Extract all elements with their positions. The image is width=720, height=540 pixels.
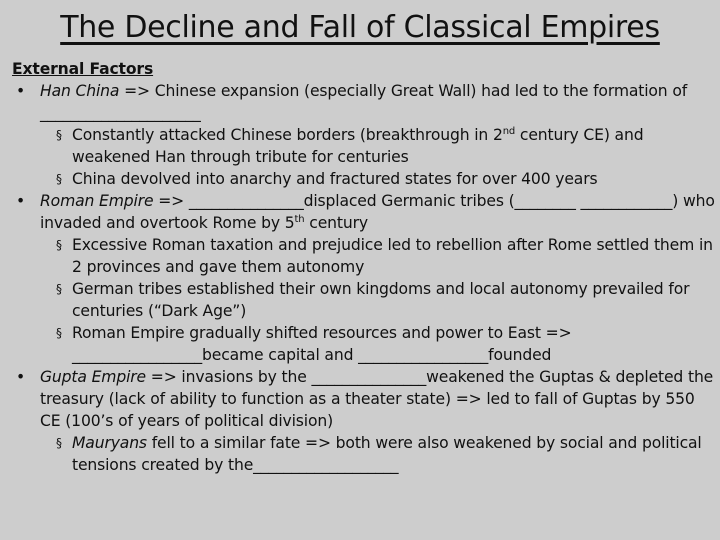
gupta-empire-item xyxy=(12,366,716,432)
slide-content xyxy=(12,58,716,476)
bullet-icon: • xyxy=(16,82,26,100)
mauryans-label: Mauryans xyxy=(72,434,147,452)
square-bullet-icon: § xyxy=(56,128,62,142)
page-title: The Decline and Fall of Classical Empires xyxy=(60,10,660,45)
han-china-label: Han China xyxy=(40,82,120,100)
rome-sub-text: German tribes established their own kingdoms and local autonomy prevailed for centuries (“Dark Age”) xyxy=(72,280,690,320)
rome-sub-item xyxy=(12,234,716,278)
roman-empire-text: _______________displaced Germanic tribes (________ ____________) who invaded and overtook Rome by 5 xyxy=(40,192,715,232)
square-bullet-icon: § xyxy=(56,436,62,450)
gupta-sub-item xyxy=(12,432,716,476)
roman-empire-item xyxy=(12,190,716,234)
rome-sub-item xyxy=(12,278,716,322)
roman-empire-text: century xyxy=(304,214,368,232)
bullet-icon: • xyxy=(16,368,26,386)
gupta-empire-text: => invasions by the _______________weakened the Guptas & depleted the treasury (lack of ability to function as a theater state) => led to fall of Guptas by 550 CE (100’s of years of political division) xyxy=(40,368,714,430)
han-china-text: => Chinese expansion (especially Great Wall) had led to the formation of _____________________ xyxy=(40,82,688,122)
square-bullet-icon: § xyxy=(56,326,62,340)
section-heading: External Factors xyxy=(12,60,154,78)
han-sub-text: China devolved into anarchy and fractured states for over 400 years xyxy=(72,170,598,188)
superscript: th xyxy=(294,213,305,225)
han-sub-item xyxy=(12,124,716,168)
square-bullet-icon: § xyxy=(56,282,62,296)
rome-sub-text: Excessive Roman taxation and prejudice led to rebellion after Rome settled them in 2 provinces and gave them autonomy xyxy=(72,236,713,276)
han-sub-text: century CE) and weakened Han through tribute for centuries xyxy=(72,126,644,166)
roman-empire-label: Roman Empire => xyxy=(40,192,185,210)
han-sub-item xyxy=(12,168,716,190)
square-bullet-icon: § xyxy=(56,172,62,186)
gupta-sub-text: fell to a similar fate => both were also weakened by social and political tensions created by the___________________ xyxy=(72,434,702,474)
bullet-icon: • xyxy=(16,192,26,210)
rome-sub-text: Roman Empire gradually shifted resources and power to East => _________________became capital and _________________founded xyxy=(72,324,572,364)
han-china-item xyxy=(12,80,716,124)
rome-sub-item xyxy=(12,322,716,366)
han-sub-text: Constantly attacked Chinese borders (breakthrough in 2 xyxy=(72,126,503,144)
superscript: nd xyxy=(502,125,516,137)
square-bullet-icon: § xyxy=(56,238,62,252)
gupta-empire-label: Gupta Empire xyxy=(40,368,146,386)
